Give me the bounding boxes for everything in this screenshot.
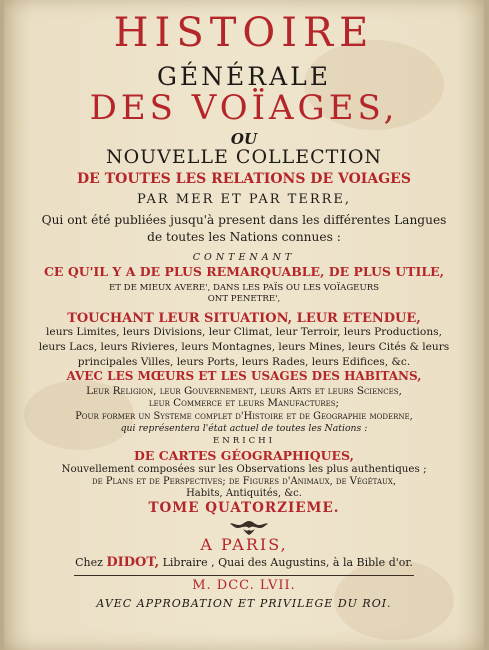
enrichi-line: ENRICHI (212, 436, 276, 446)
plans-line2: Habits, Antiquités, &c. (186, 488, 302, 499)
limites-line3: principales Villes, leurs Ports, leurs Rades, leurs Edifices, &c. (77, 356, 411, 368)
subtitle-nouvelle-collection: NOUVELLE COLLECTION (105, 146, 383, 168)
limites-line1: leurs Limites, leurs Divisions, leur Climat, leur Terroir, leurs Productions, (46, 326, 442, 338)
remarquable-line1: CE QU'IL Y A DE PLUS REMARQUABLE, DE PLUS UTILE, (43, 264, 444, 279)
religion-line1: Leur Religion, leur Gouvernement, leurs Arts et leurs Sciences, (86, 385, 402, 397)
approbation-line: AVEC APPROBATION ET PRIVILEGE DU ROI. (96, 597, 392, 610)
moeurs-line: AVEC LES MŒURS ET LES USAGES DES HABITANS, (66, 369, 422, 383)
plans-line1: de Plans et de Perspectives; de Figures d'Animaux, de Végétaux, (91, 476, 397, 487)
year-line: M. DCC. LVII. (192, 578, 296, 593)
publisher-line (4, 555, 484, 570)
city-line: A PARIS, (200, 535, 288, 554)
publisher-name: DIDOT, (106, 555, 160, 570)
contenant-line: CONTENANT (192, 252, 296, 263)
systeme-line2: qui représentera l'état actuel de toutes les Nations : (120, 423, 368, 434)
ou-line: OU (230, 130, 258, 148)
touchant-line: TOUCHANT LEUR SITUATION, LEUR ETENDUE, (67, 311, 421, 326)
subtitle-mer-terre: PAR MER ET PAR TERRE, (136, 192, 352, 207)
title-page (4, 0, 484, 650)
subtitle-relations: DE TOUTES LES RELATIONS DE VOIAGES (77, 171, 411, 187)
religion-line2: leur Commerce et leurs Manufactures; (148, 397, 340, 409)
publisher-prefix: Chez (75, 556, 103, 569)
title-line-histoire: HISTOIRE (113, 10, 375, 56)
description-line2: de toutes les Nations connues : (147, 230, 341, 244)
systeme-line1: Pour former un Systeme complet d'Histoire et de Geographie moderne, (75, 411, 413, 422)
title-line-generale: GÉNÉRALE (156, 62, 332, 91)
remarquable-line2: ET DE MIEUX AVERE', DANS LES PAÏS OU LES VOÏAGEURS (108, 283, 380, 293)
imprint-rule (74, 575, 414, 576)
remarquable-line3: ONT PENETRE', (207, 294, 281, 304)
tome-line: TOME QUATORZIEME. (148, 500, 340, 516)
nouvellement-line: Nouvellement composées sur les Observations les plus authentiques ; (61, 463, 427, 475)
description-line1: Qui ont été publiées jusqu'à present dans les différentes Langues (41, 213, 447, 227)
publisher-address: Libraire , Quai des Augustins, à la Bible d'or. (162, 556, 413, 569)
cartes-line: DE CARTES GÉOGRAPHIQUES, (134, 448, 354, 463)
limites-line2: leurs Lacs, leurs Rivieres, leurs Montagnes, leurs Mines, leurs Cités & leurs (38, 341, 450, 353)
title-line-voiages: DES VOÏAGES, (89, 88, 399, 128)
